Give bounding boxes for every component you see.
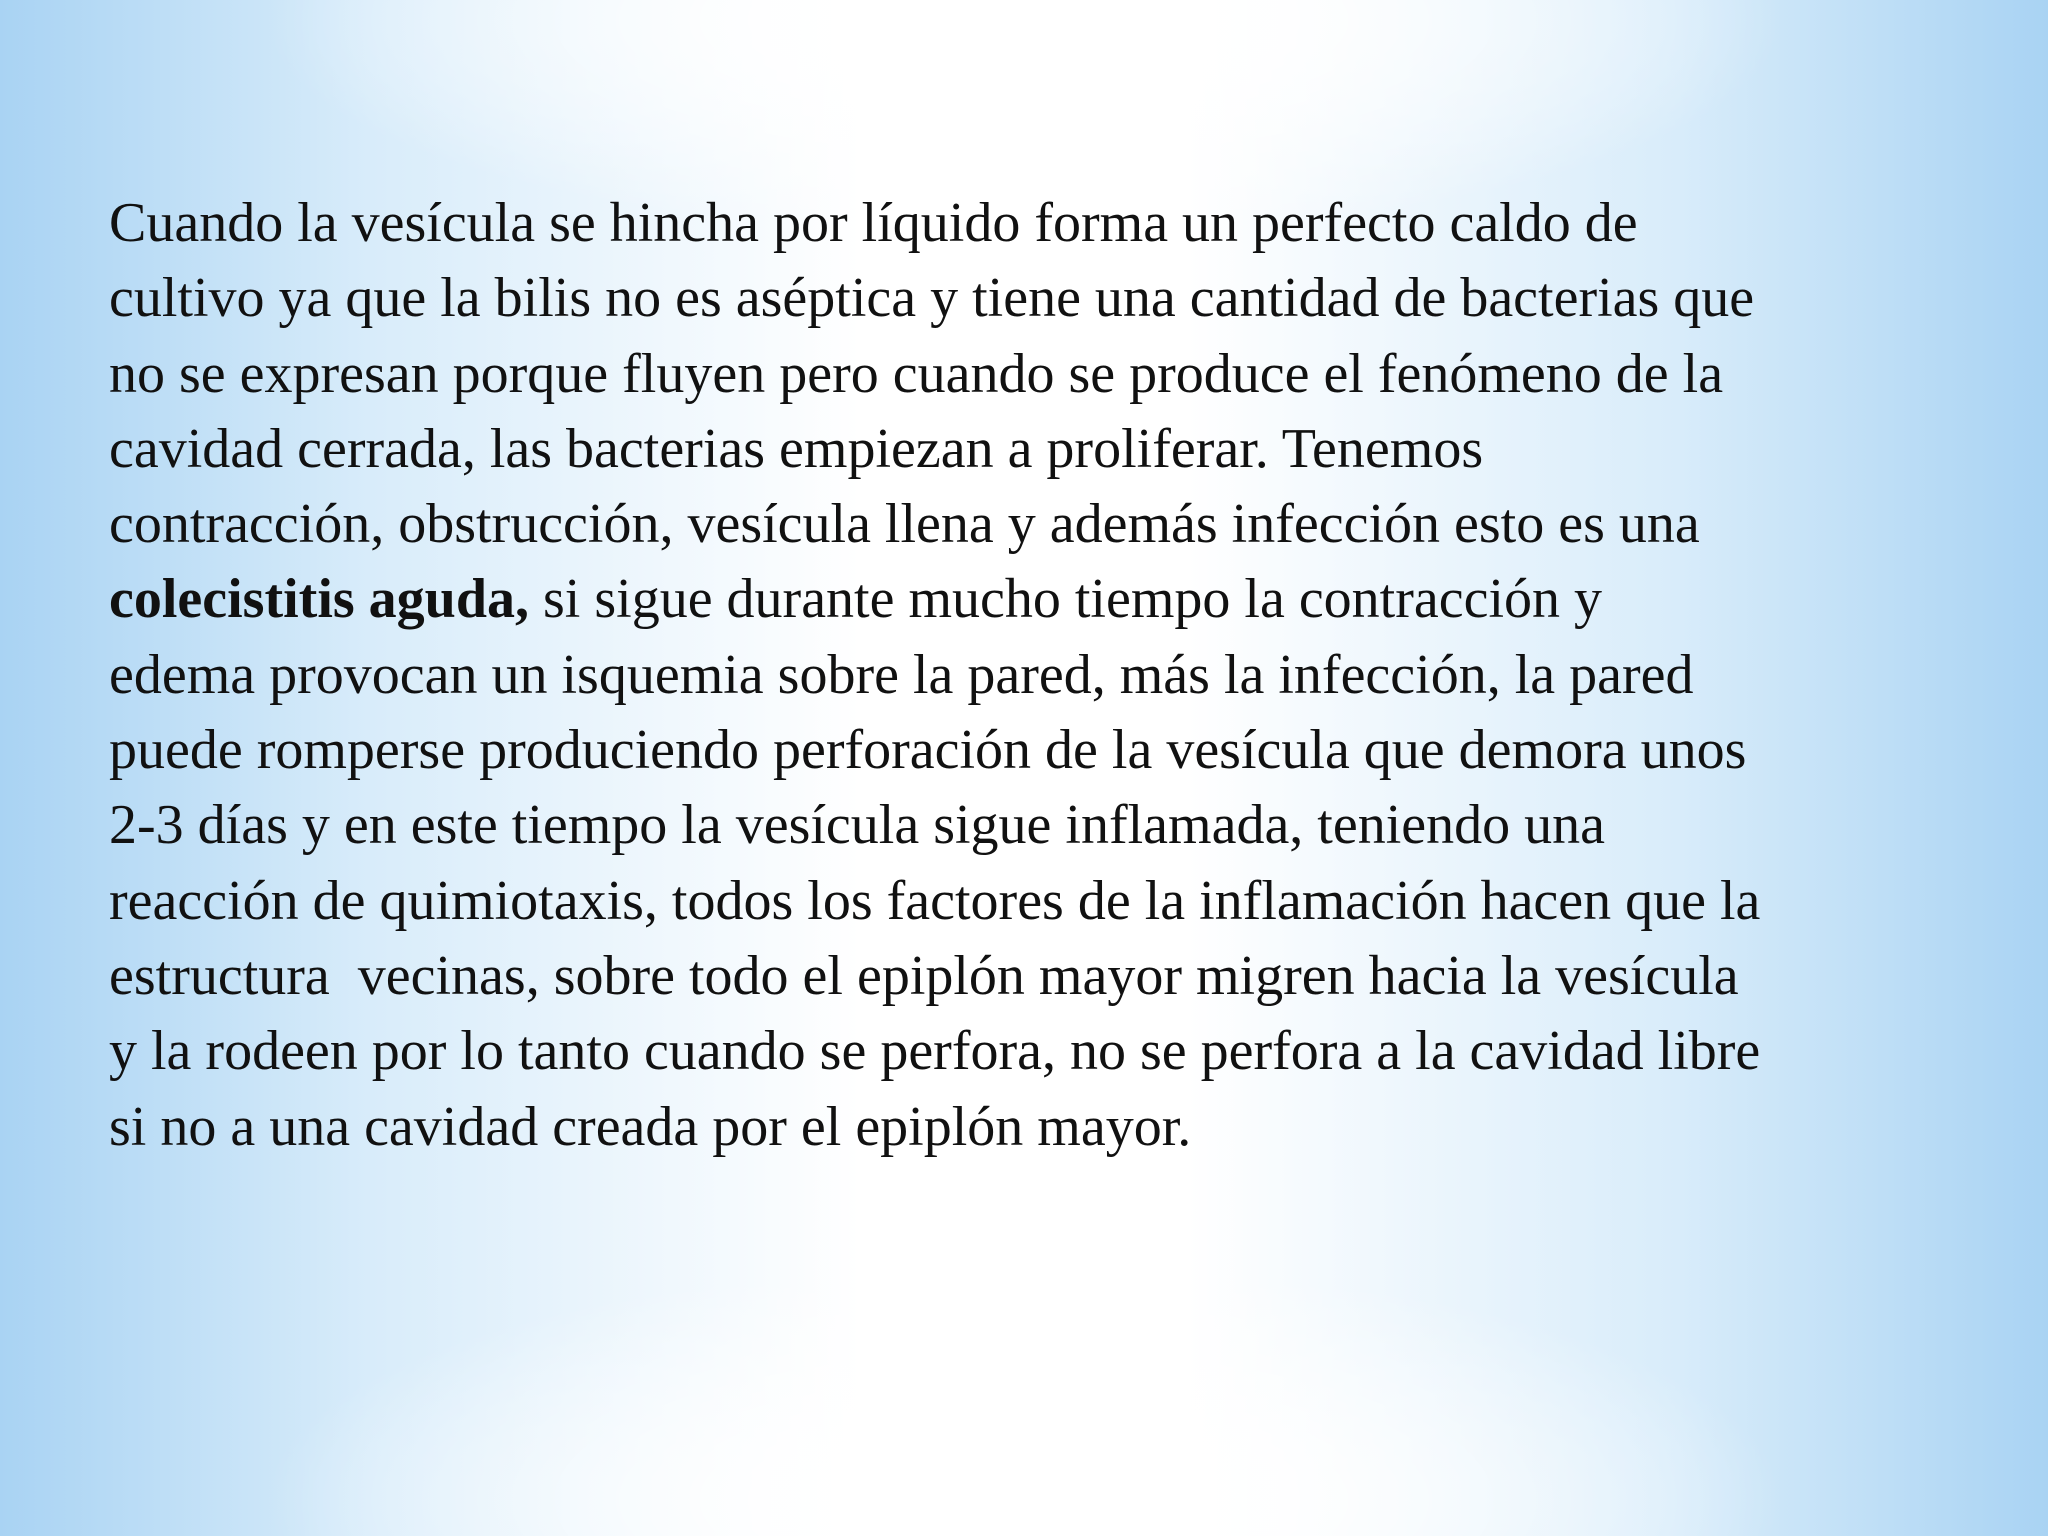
text-line-with-emphasis [109, 562, 1989, 637]
text-line: puede romperse produciendo perforación de la vesícula que demora unos [109, 719, 1747, 782]
text-line: reacción de quimiotaxis, todos los factores de la inflamación hacen que la [109, 869, 1761, 932]
slide-body-text [109, 186, 1989, 1165]
text-line: cavidad cerrada, las bacterias empiezan a proliferar. Tenemos [109, 417, 1484, 480]
text-line: contracción, obstrucción, vesícula llena y además infección esto es una [109, 493, 1700, 556]
text-line: Cuando la vesícula se hincha por líquido forma un perfecto caldo de [109, 192, 1638, 254]
text-line: y la rodeen por lo tanto cuando se perfora, no se perfora a la cavidad libre [109, 1020, 1761, 1083]
text-after-bold: si sigue durante mucho tiempo la contracción y [528, 568, 1603, 631]
text-line: si no a una cavidad creada por el epiplón mayor. [109, 1095, 1192, 1158]
text-line: estructura vecinas, sobre todo el epiplón mayor migren hacia la vesícula [109, 944, 1739, 1007]
text-line: 2-3 días y en este tiempo la vesícula sigue inflamada, teniendo una [109, 794, 1605, 857]
text-line: edema provocan un isquemia sobre la pared, más la infección, la pared [109, 643, 1694, 706]
text-line: no se expresan porque fluyen pero cuando se produce el fenómeno de la [109, 342, 1724, 405]
text-line: cultivo ya que la bilis no es aséptica y tiene una cantidad de bacterias que [109, 267, 1755, 330]
bold-term: colecistitis aguda, [109, 568, 529, 631]
